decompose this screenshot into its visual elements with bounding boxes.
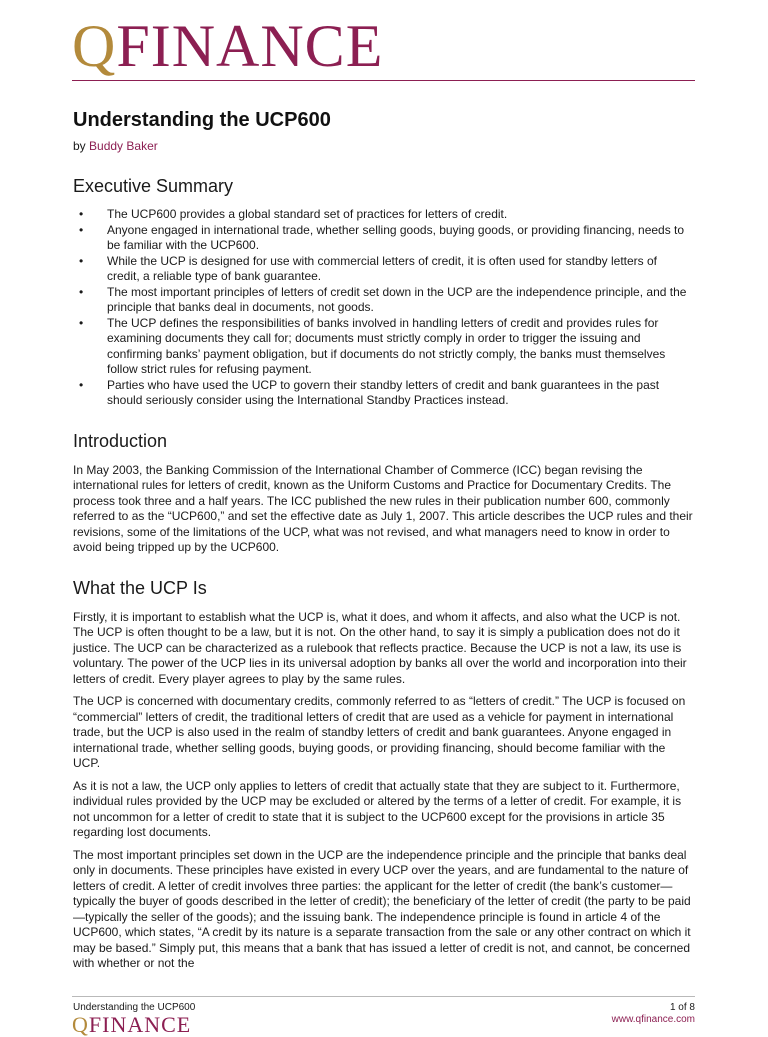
list-item: • Anyone engaged in international trade, whether selling goods, buying goods, or providing financing, needs to be familiar with the UCP600. bbox=[73, 223, 693, 254]
byline bbox=[73, 138, 693, 154]
article-title: Understanding the UCP600 bbox=[73, 109, 331, 131]
section-heading-what-the-ucp-is: What the UCP Is bbox=[73, 577, 207, 598]
list-item: • The UCP600 provides a global standard set of practices for letters of credit. bbox=[73, 207, 693, 223]
list-item: • While the UCP is designed for use with commercial letters of credit, it is often used for standby letters of credit, a reliable type of bank guarantee. bbox=[73, 254, 693, 285]
paragraph: The UCP is concerned with documentary credits, commonly referred to as “letters of credit.” The UCP is focused on “commercial” letters of credit, the traditional letters of credit that are used as a vehicle for payment in international trade, but the UCP is also used in the realm of standby letters of credit and bank guarantees. Anyone engaged in international trade, whether selling goods, buying goods, or providing financing, should become familiar with the UCP. bbox=[73, 694, 686, 770]
footer-url-link[interactable]: www.qfinance.com bbox=[611, 1014, 695, 1025]
paragraph: Firstly, it is important to establish what the UCP is, what it does, and whom it affects, and also what the UCP is not. The UCP is often thought to be a law, but it is not. On the other hand, to say it is simply a publication does not do it justice. The UCP can be characterized as a rulebook that reflects practice. Because the UCP is not a law, its use is voluntary. The power of the UCP lies in its universal adoption by banks all over the world and incorporation into their letters of credit. Every player agrees to play by the same rules. bbox=[73, 609, 687, 686]
paragraph: The most important principles set down in the UCP are the independence principle and the principle that banks deal only in documents. These principles have existed in every UCP over the years, and are fundamental to the nature of letters of credit. A letter of credit involves three parties: the applicant for the letter of credit (the bank’s customer—typically the buyer of goods described in the letter of credit); the beneficiary of the letter of credit (the party to be paid—typically the seller of the goods); and the issuing bank. The independence principle is found in article 4 of the UCP600, which states, “A credit by its nature is a separate transaction from the sale or any other contract on which it may be based.” Simply put, this means that a bank that has issued a letter of credit is not, and cannot, be concerned with whether or not the bbox=[73, 847, 691, 970]
author-link[interactable]: Buddy Baker bbox=[89, 139, 158, 153]
paragraph: As it is not a law, the UCP only applies to letters of credit that actually state that they are subject to it. Furthermore, individual rules provided by the UCP may be excluded or altered by the terms of a letter of credit. For example, it is not uncommon for a letter of credit to state that it is subject to the UCP600 except for the provisions in article 35 regarding lost documents. bbox=[73, 778, 682, 839]
page-number: 1 of 8 bbox=[669, 1002, 695, 1013]
list-item: • The most important principles of letters of credit set down in the UCP are the independence principle, and the principle that banks deal in documents, not goods. bbox=[73, 285, 693, 316]
qfinance-logo: QFINANCE bbox=[72, 13, 384, 79]
footer-divider bbox=[72, 996, 695, 997]
footer-logo: QFINANCE bbox=[72, 1012, 192, 1037]
paragraph: In May 2003, the Banking Commission of the International Chamber of Commerce (ICC) began revising the international rules for letters of credit, known as the Uniform Customs and Practice for Documentary Credits. The process took three and a half years. The ICC published the new rules in their publication number 600, commonly referred to as the “UCP600,” and set the effective date as July 1, 2007. This article describes the UCP rules and their revisions, some of the limitations of the UCP, what was not revised, and what managers need to know in order to avoid being tripped up by the UCP600. bbox=[73, 462, 693, 554]
header-divider bbox=[72, 80, 695, 81]
byline-prefix: by bbox=[73, 139, 86, 153]
section-heading-executive-summary: Executive Summary bbox=[73, 176, 234, 196]
footer-doc-title: Understanding the UCP600 bbox=[73, 1002, 196, 1013]
article-body bbox=[73, 106, 693, 979]
executive-summary-list bbox=[73, 207, 693, 409]
list-item: • The UCP defines the responsibilities of banks involved in handling letters of credit and provides rules for examining documents they call for; documents must strictly comply in order to trigger the issuing and confirming banks’ payment obligation, but if documents do not strictly comply, the banks must themselves follow strict rules for refusing payment. bbox=[73, 316, 693, 378]
list-item: • Parties who have used the UCP to govern their standby letters of credit and bank guarantees in the past should seriously consider using the International Standby Practices instead. bbox=[73, 378, 693, 409]
section-heading-introduction: Introduction bbox=[73, 430, 168, 451]
